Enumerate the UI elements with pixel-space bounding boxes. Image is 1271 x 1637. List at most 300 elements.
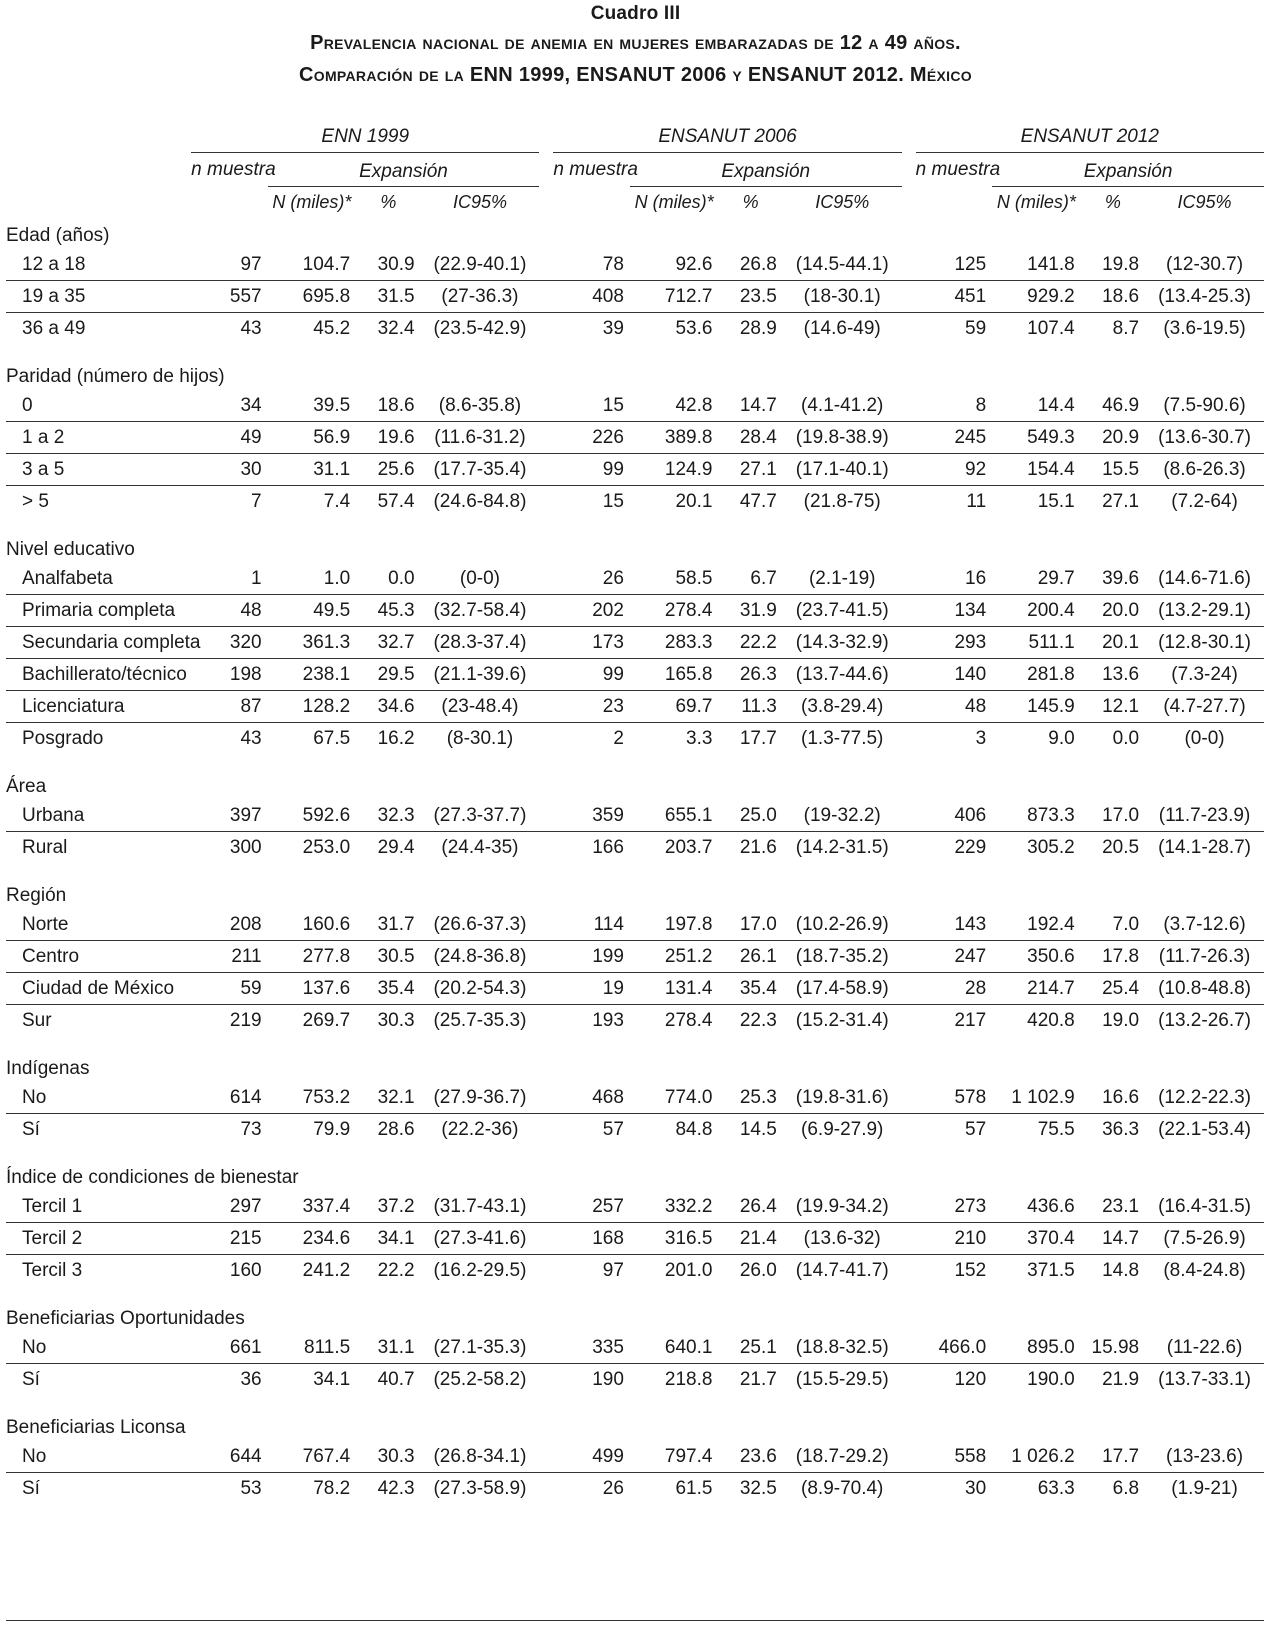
expansion-header: Expansión	[992, 153, 1264, 187]
expansion-header: Expansión	[268, 153, 540, 187]
ic95-cell: (27.1-35.3)	[421, 1332, 540, 1364]
percent-cell: 29.5	[356, 659, 420, 691]
n-muestra-cell: 406	[916, 800, 992, 832]
n-miles-cell: 53.6	[675, 317, 713, 339]
n-miles-cell: 241.2	[302, 1259, 351, 1281]
row-label: Sí	[22, 1118, 40, 1140]
table-header	[6, 122, 1264, 217]
ic95-cell: (22.1-53.4)	[1158, 1118, 1252, 1140]
percent-cell: 16.6	[1081, 1082, 1145, 1114]
n-miles-cell: 58.5	[630, 563, 719, 595]
percent-cell: 19.8	[1081, 249, 1145, 281]
ic95-cell: (2.1-19)	[783, 563, 902, 595]
n-miles-cell: 154.4	[992, 454, 1081, 486]
n-muestra-cell: 202	[553, 595, 629, 627]
ic95-cell: (12.8-30.1)	[1145, 627, 1264, 659]
percent-cell: 31.9	[718, 595, 782, 627]
header-blank	[6, 122, 191, 153]
percent-cell: 20.5	[1102, 836, 1140, 858]
section-title: Nivel educativo	[6, 539, 135, 560]
percent-cell: 20.0	[1081, 595, 1145, 627]
n-muestra-cell: 43	[240, 317, 262, 339]
n-muestra-cell: 226	[553, 422, 629, 454]
n-miles-cell: 92.6	[630, 249, 719, 281]
n-miles-cell: 929.2	[992, 281, 1081, 313]
n-muestra-cell: 97	[191, 249, 267, 281]
n-muestra-cell: 28	[916, 973, 992, 1005]
n-muestra-cell: 451	[916, 281, 992, 313]
ic95-cell: (13.7-33.1)	[1158, 1368, 1252, 1390]
table-row	[6, 1441, 1264, 1473]
n-miles-cell: 655.1	[630, 800, 719, 832]
n-muestra-cell: 73	[240, 1118, 262, 1140]
n-miles-cell: 7.4	[323, 490, 351, 512]
row-label: > 5	[22, 490, 49, 512]
section-header-row	[6, 1050, 1264, 1082]
percent-cell: 17.8	[1081, 941, 1145, 973]
section-gap	[6, 1036, 1264, 1050]
ic95-cell: (21.8-75)	[803, 490, 881, 512]
percent-cell: 57.4	[377, 490, 415, 512]
n-muestra-cell: 166	[592, 836, 624, 858]
ic95-cell: (10.8-48.8)	[1145, 973, 1264, 1005]
n-muestra-cell: 15	[553, 390, 629, 422]
row-label: Posgrado	[22, 727, 104, 749]
percent-cell: 17.0	[718, 909, 782, 941]
n-miles-cell: 165.8	[630, 659, 719, 691]
percent-cell: 35.4	[356, 973, 420, 1005]
section-gap	[6, 517, 1264, 531]
ic95-cell: (12-30.7)	[1145, 249, 1264, 281]
percent-header: %	[380, 191, 397, 212]
row-label: 3 a 5	[6, 454, 191, 486]
ic95-cell: (1.9-21)	[1171, 1477, 1238, 1499]
n-muestra-cell: 397	[191, 800, 267, 832]
n-muestra-cell: 644	[191, 1441, 267, 1473]
ic95-cell: (4.7-27.7)	[1145, 691, 1264, 723]
n-miles-cell: 107.4	[1027, 317, 1075, 339]
n-miles-cell: 84.8	[675, 1118, 713, 1140]
ic95-cell: (7.3-24)	[1145, 659, 1264, 691]
n-miles-cell: 1 026.2	[992, 1441, 1081, 1473]
percent-cell: 31.1	[356, 1332, 420, 1364]
row-label: Licenciatura	[6, 691, 191, 723]
n-muestra-cell: 1	[191, 563, 267, 595]
row-label: Primaria completa	[6, 595, 191, 627]
n-muestra-cell: 293	[916, 627, 992, 659]
n-muestra-cell: 257	[553, 1191, 629, 1223]
ic95-cell: (17.1-40.1)	[783, 454, 902, 486]
ic95-header: IC95%	[1177, 191, 1232, 212]
n-muestra-cell: 19	[553, 973, 629, 1005]
ic95-header: IC95%	[452, 191, 507, 212]
n-miles-cell: 20.1	[675, 490, 713, 512]
ic95-cell: (3.7-12.6)	[1145, 909, 1264, 941]
n-miles-cell: 31.1	[268, 454, 357, 486]
ic95-cell: (8.9-70.4)	[801, 1477, 884, 1499]
row-label: 0	[6, 390, 191, 422]
n-miles-cell: 42.8	[630, 390, 719, 422]
n-muestra-cell: 57	[965, 1118, 987, 1140]
n-miles-cell: 3.3	[686, 727, 713, 749]
ic95-cell: (32.7-58.4)	[421, 595, 540, 627]
n-miles-cell: 332.2	[630, 1191, 719, 1223]
n-muestra-cell: 2	[613, 727, 624, 749]
row-label: Sí	[22, 1368, 40, 1390]
percent-cell: 35.4	[718, 973, 782, 1005]
group-header-ensanut-2012: ENSANUT 2012	[916, 122, 1264, 153]
n-muestra-cell: 134	[916, 595, 992, 627]
ic95-cell: (13.7-44.6)	[783, 659, 902, 691]
percent-cell: 31.5	[356, 281, 420, 313]
row-label: Centro	[6, 941, 191, 973]
n-muestra-cell: 273	[916, 1191, 992, 1223]
row-label: Secundaria completa	[6, 627, 191, 659]
ic95-cell: (13.6-32)	[783, 1223, 902, 1255]
row-label: 12 a 18	[6, 249, 191, 281]
ic95-cell: (14.7-41.7)	[795, 1259, 889, 1281]
n-muestra-cell: 125	[916, 249, 992, 281]
n-muestra-cell: 614	[191, 1082, 267, 1114]
n-miles-cell: 389.8	[630, 422, 719, 454]
row-label: 36 a 49	[22, 317, 86, 339]
n-muestra-cell: 39	[602, 317, 624, 339]
percent-header: %	[742, 191, 759, 212]
group-header-ensanut-2006: ENSANUT 2006	[553, 122, 901, 153]
ic95-cell: (20.2-54.3)	[421, 973, 540, 1005]
table-row	[6, 486, 1264, 518]
ic95-cell: (21.1-39.6)	[421, 659, 540, 691]
n-muestra-cell: 49	[191, 422, 267, 454]
n-muestra-cell: 229	[954, 836, 987, 858]
percent-cell: 27.1	[1102, 490, 1140, 512]
percent-cell: 20.9	[1081, 422, 1145, 454]
n-miles-cell: 253.0	[302, 836, 351, 858]
n-muestra-header: n muestra	[191, 159, 276, 180]
n-muestra-cell: 211	[191, 941, 267, 973]
ic95-cell: (27.9-36.7)	[421, 1082, 540, 1114]
row-label: Tercil 1	[6, 1191, 191, 1223]
percent-cell: 21.4	[718, 1223, 782, 1255]
table-row	[6, 1005, 1264, 1037]
ic95-cell: (18.7-29.2)	[783, 1441, 902, 1473]
n-muestra-cell: 59	[191, 973, 267, 1005]
n-miles-cell: 895.0	[992, 1332, 1081, 1364]
section-header-row	[6, 1409, 1264, 1441]
n-miles-cell: 15.1	[1037, 490, 1075, 512]
percent-cell: 26.3	[718, 659, 782, 691]
table-row	[6, 249, 1264, 281]
section-gap	[6, 1286, 1264, 1300]
percent-cell: 40.7	[377, 1368, 415, 1390]
bottom-rule	[6, 1620, 1264, 1621]
row-label: No	[6, 1441, 191, 1473]
table-row	[6, 723, 1264, 755]
n-muestra-cell: 15	[602, 490, 624, 512]
ic95-cell: (14.6-71.6)	[1145, 563, 1264, 595]
n-muestra-cell: 557	[191, 281, 267, 313]
n-muestra-cell: 578	[916, 1082, 992, 1114]
n-muestra-cell: 114	[553, 909, 629, 941]
ic95-cell: (7.5-26.9)	[1145, 1223, 1264, 1255]
n-miles-cell: 49.5	[268, 595, 357, 627]
table-body	[6, 217, 1264, 1504]
n-miles-cell: 873.3	[992, 800, 1081, 832]
table-row	[6, 1364, 1264, 1396]
expansion-header: Expansión	[630, 153, 902, 187]
n-miles-cell: 56.9	[268, 422, 357, 454]
n-miles-cell: 774.0	[630, 1082, 719, 1114]
section-header-row	[6, 531, 1264, 563]
row-label: Sur	[22, 1009, 52, 1031]
n-miles-cell: 797.4	[630, 1441, 719, 1473]
ic95-cell: (13.6-30.7)	[1145, 422, 1264, 454]
table-row	[6, 281, 1264, 313]
percent-cell: 14.7	[718, 390, 782, 422]
percent-cell: 26.4	[718, 1191, 782, 1223]
n-miles-cell: 29.7	[992, 563, 1081, 595]
ic95-cell: (13.4-25.3)	[1145, 281, 1264, 313]
section-gap	[6, 344, 1264, 358]
n-miles-cell: 549.3	[992, 422, 1081, 454]
percent-cell: 42.3	[377, 1477, 415, 1499]
n-muestra-header: n muestra	[915, 159, 1001, 180]
ic95-cell: (22.9-40.1)	[421, 249, 540, 281]
table-title-line2: Comparación de la ENN 1999, ENSANUT 2006 y ENSANUT 2012. México	[299, 64, 972, 86]
ic95-cell: (15.2-31.4)	[795, 1009, 889, 1031]
table-title-line1: Prevalencia nacional de anemia en mujeres embarazadas de 12 a 49 años.	[310, 32, 961, 54]
table-row	[6, 313, 1264, 345]
n-muestra-cell: 335	[553, 1332, 629, 1364]
n-muestra-cell: 8	[916, 390, 992, 422]
n-miles-cell: 234.6	[268, 1223, 357, 1255]
table-row	[6, 1223, 1264, 1255]
percent-cell: 32.5	[739, 1477, 777, 1499]
percent-cell: 20.1	[1081, 627, 1145, 659]
ic95-cell: (18-30.1)	[783, 281, 902, 313]
n-muestra-cell: 466.0	[916, 1332, 992, 1364]
percent-cell: 7.0	[1081, 909, 1145, 941]
n-muestra-cell: 499	[553, 1441, 629, 1473]
n-miles-cell: 1 102.9	[992, 1082, 1081, 1114]
n-miles-cell: 141.8	[992, 249, 1081, 281]
table-row	[6, 1332, 1264, 1364]
n-miles-cell: 128.2	[268, 691, 357, 723]
table-row	[6, 832, 1264, 864]
n-miles-cell: 283.3	[630, 627, 719, 659]
row-label: Urbana	[6, 800, 191, 832]
n-miles-cell: 61.5	[675, 1477, 713, 1499]
n-miles-cell: 75.5	[1037, 1118, 1075, 1140]
percent-cell: 25.6	[356, 454, 420, 486]
n-miles-cell: 218.8	[664, 1368, 713, 1390]
percent-cell: 17.0	[1081, 800, 1145, 832]
percent-cell: 26.8	[718, 249, 782, 281]
n-muestra-cell: 3	[975, 727, 987, 749]
percent-cell: 18.6	[356, 390, 420, 422]
ic95-cell: (25.2-58.2)	[433, 1368, 527, 1390]
row-label: Tercil 2	[6, 1223, 191, 1255]
percent-cell: 16.2	[377, 727, 415, 749]
percent-cell: 26.1	[718, 941, 782, 973]
n-muestra-cell: 34	[191, 390, 267, 422]
ic95-cell: (27.3-41.6)	[421, 1223, 540, 1255]
section-header-row	[6, 768, 1264, 800]
n-miles-cell: 14.4	[992, 390, 1081, 422]
n-miles-cell: 305.2	[1027, 836, 1075, 858]
percent-cell: 19.6	[356, 422, 420, 454]
n-muestra-cell: 97	[602, 1259, 624, 1281]
percent-cell: 32.4	[377, 317, 415, 339]
percent-cell: 15.98	[1081, 1332, 1145, 1364]
section-header-row	[6, 1159, 1264, 1191]
n-muestra-header: n muestra	[553, 159, 638, 180]
n-muestra-cell: 87	[191, 691, 267, 723]
percent-cell: 25.4	[1081, 973, 1145, 1005]
ic95-cell: (1.3-77.5)	[801, 727, 884, 749]
percent-cell: 22.2	[718, 627, 782, 659]
percent-cell: 26.0	[739, 1259, 777, 1281]
ic95-cell: (0-0)	[421, 563, 540, 595]
n-muestra-cell: 23	[553, 691, 629, 723]
section-gap	[6, 754, 1264, 768]
n-muestra-cell: 11	[966, 490, 987, 512]
n-muestra-cell: 99	[553, 659, 629, 691]
ic95-cell: (25.7-35.3)	[433, 1009, 527, 1031]
n-miles-cell: 214.7	[992, 973, 1081, 1005]
percent-cell: 29.4	[377, 836, 415, 858]
percent-cell: 14.5	[739, 1118, 777, 1140]
ic95-cell: (24.8-36.8)	[421, 941, 540, 973]
n-muestra-cell: 245	[916, 422, 992, 454]
section-gap	[6, 863, 1264, 877]
percent-cell: 34.6	[356, 691, 420, 723]
ic95-cell: (16.4-31.5)	[1145, 1191, 1264, 1223]
section-header-row	[6, 217, 1264, 249]
n-miles-cell: 511.1	[992, 627, 1081, 659]
ic95-cell: (19-32.2)	[783, 800, 902, 832]
ic95-cell: (19.9-34.2)	[783, 1191, 902, 1223]
n-miles-cell: 200.4	[992, 595, 1081, 627]
ic95-cell: (8.6-26.3)	[1145, 454, 1264, 486]
n-miles-cell: 104.7	[268, 249, 357, 281]
percent-cell: 8.7	[1112, 317, 1140, 339]
n-miles-cell: 370.4	[992, 1223, 1081, 1255]
n-muestra-cell: 48	[916, 691, 992, 723]
ic95-cell: (11.6-31.2)	[421, 422, 540, 454]
row-label: Bachillerato/técnico	[6, 659, 191, 691]
percent-cell: 31.7	[356, 909, 420, 941]
percent-cell: 18.6	[1081, 281, 1145, 313]
n-muestra-cell: 215	[191, 1223, 267, 1255]
n-muestra-cell: 193	[592, 1009, 624, 1031]
n-miles-cell: 436.6	[992, 1191, 1081, 1223]
n-miles-cell: 753.2	[268, 1082, 357, 1114]
n-miles-cell: 203.7	[664, 836, 713, 858]
percent-cell: 22.2	[377, 1259, 415, 1281]
percent-cell: 0.0	[1112, 727, 1140, 749]
n-muestra-cell: 36	[240, 1368, 262, 1390]
row-label: Ciudad de México	[6, 973, 191, 1005]
ic95-cell: (14.3-32.9)	[783, 627, 902, 659]
n-miles-cell: 34.1	[313, 1368, 351, 1390]
ic95-cell: (23.5-42.9)	[433, 317, 527, 339]
n-miles-cell: 278.4	[630, 595, 719, 627]
n-muestra-cell: 140	[916, 659, 992, 691]
n-miles-cell: 67.5	[313, 727, 351, 749]
percent-cell: 21.7	[739, 1368, 777, 1390]
percent-cell: 32.7	[356, 627, 420, 659]
n-muestra-cell: 30	[191, 454, 267, 486]
percent-cell: 25.0	[718, 800, 782, 832]
n-miles-cell: 197.8	[630, 909, 719, 941]
n-miles-cell: 9.0	[1048, 727, 1075, 749]
ic95-cell: (18.7-35.2)	[783, 941, 902, 973]
ic95-header: IC95%	[815, 191, 870, 212]
ic95-cell: (15.5-29.5)	[795, 1368, 889, 1390]
n-miles-cell: 592.6	[268, 800, 357, 832]
ic95-cell: (11-22.6)	[1145, 1332, 1264, 1364]
n-miles-cell: 45.2	[313, 317, 351, 339]
ic95-cell: (7.2-64)	[1171, 490, 1238, 512]
ic95-cell: (13.2-29.1)	[1145, 595, 1264, 627]
percent-cell: 25.1	[718, 1332, 782, 1364]
row-label: Rural	[22, 836, 68, 858]
table-row	[6, 1473, 1264, 1505]
percent-cell: 17.7	[1081, 1441, 1145, 1473]
table-row	[6, 973, 1264, 1005]
n-muestra-cell: 26	[553, 563, 629, 595]
n-miles-cell: 124.9	[630, 454, 719, 486]
percent-cell: 34.1	[356, 1223, 420, 1255]
n-muestra-cell: 48	[191, 595, 267, 627]
ic95-cell: (18.8-32.5)	[783, 1332, 902, 1364]
n-miles-cell: 251.2	[630, 941, 719, 973]
n-muestra-cell: 297	[191, 1191, 267, 1223]
n-miles-cell: 640.1	[630, 1332, 719, 1364]
n-miles-cell: 281.8	[992, 659, 1081, 691]
table-row	[6, 659, 1264, 691]
n-miles-cell: 712.7	[630, 281, 719, 313]
n-miles-cell: 39.5	[268, 390, 357, 422]
n-miles-cell: 277.8	[268, 941, 357, 973]
table-row	[6, 595, 1264, 627]
ic95-cell: (22.2-36)	[441, 1118, 519, 1140]
ic95-cell: (7.5-90.6)	[1145, 390, 1264, 422]
ic95-cell: (0-0)	[1184, 727, 1225, 749]
n-miles-cell: 63.3	[1037, 1477, 1075, 1499]
row-label: 19 a 35	[6, 281, 191, 313]
n-muestra-cell: 320	[191, 627, 267, 659]
section-title: Beneficiarias Oportunidades	[6, 1308, 245, 1329]
percent-cell: 0.0	[356, 563, 420, 595]
table-row	[6, 422, 1264, 454]
ic95-cell: (26.8-34.1)	[421, 1441, 540, 1473]
ic95-cell: (14.2-31.5)	[795, 836, 889, 858]
n-muestra-cell: 92	[916, 454, 992, 486]
ic95-cell: (13-23.6)	[1145, 1441, 1264, 1473]
percent-cell: 11.3	[718, 691, 782, 723]
n-muestra-cell: 26	[602, 1477, 624, 1499]
percent-cell: 23.5	[718, 281, 782, 313]
table-row	[6, 909, 1264, 941]
percent-cell: 23.6	[718, 1441, 782, 1473]
n-muestra-cell: 199	[553, 941, 629, 973]
n-muestra-cell: 247	[916, 941, 992, 973]
row-label: No	[6, 1332, 191, 1364]
section-title: Área	[6, 776, 47, 797]
n-muestra-cell: 43	[240, 727, 262, 749]
